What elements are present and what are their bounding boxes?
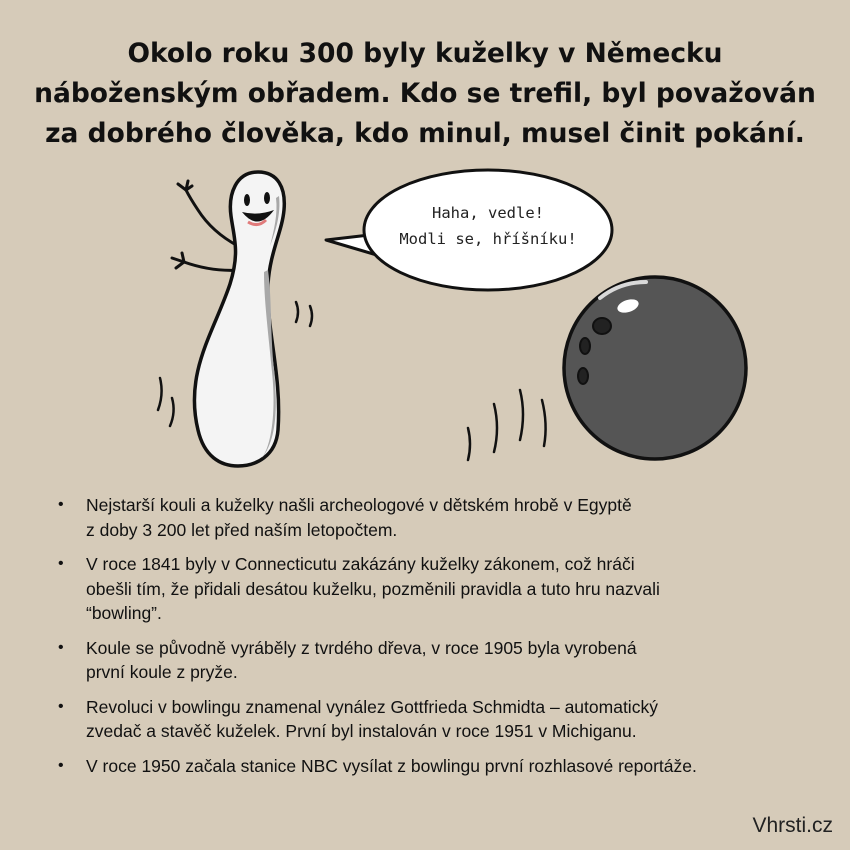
fact-line: • Koule se původně vyráběly z tvrdého dřeva, v roce 1905 byla vyrobená [86, 637, 637, 658]
fact-line: • Revoluci v bowlingu znamenal vynález Gottfrieda Schmidta – automatický [86, 696, 658, 717]
fact-line: • V roce 1950 začala stanice NBC vysílat z bowlingu první rozhlasové reportáže. [86, 755, 697, 776]
fact-item [56, 493, 816, 542]
fact-item [56, 754, 816, 779]
headline-line: Okolo roku 300 byly kuželky v Německu [127, 38, 723, 69]
fact-line: obešli tím, že přidali desátou kuželku, pozměnili pravidla a tuto hru nazvali [86, 578, 660, 599]
facts-list [56, 493, 816, 788]
fact-line: “bowling”. [86, 603, 162, 623]
speech-line: Haha, vedle! [432, 204, 544, 222]
bowling-pin-character [158, 172, 312, 466]
fact-item [56, 636, 816, 685]
headline [20, 34, 830, 154]
headline-line: za dobrého člověka, kdo minul, musel činit pokání. [45, 118, 805, 149]
brand-signature: Vhrsti.cz [752, 814, 833, 837]
fact-item [56, 695, 816, 744]
fact-line: z doby 3 200 let před naším letopočtem. [86, 519, 398, 540]
speech-bubble-text [378, 200, 598, 252]
fact-line: • Nejstarší kouli a kuželky našli archeologové v dětském hrobě v Egyptě [86, 495, 632, 515]
fact-line: • V roce 1841 byly v Connecticutu zakázány kuželky zákonem, což hráči [86, 554, 635, 574]
fact-line: zvedač a stavěč kuželek. První byl instalován v roce 1951 v Michiganu. [86, 721, 637, 741]
bowling-ball [468, 277, 746, 460]
fact-line: první koule z pryže. [86, 662, 238, 682]
speech-line: Modli se, hříšníku! [399, 230, 577, 248]
headline-line: náboženským obřadem. Kdo se trefil, byl považován [34, 78, 816, 109]
fact-item [56, 552, 816, 626]
